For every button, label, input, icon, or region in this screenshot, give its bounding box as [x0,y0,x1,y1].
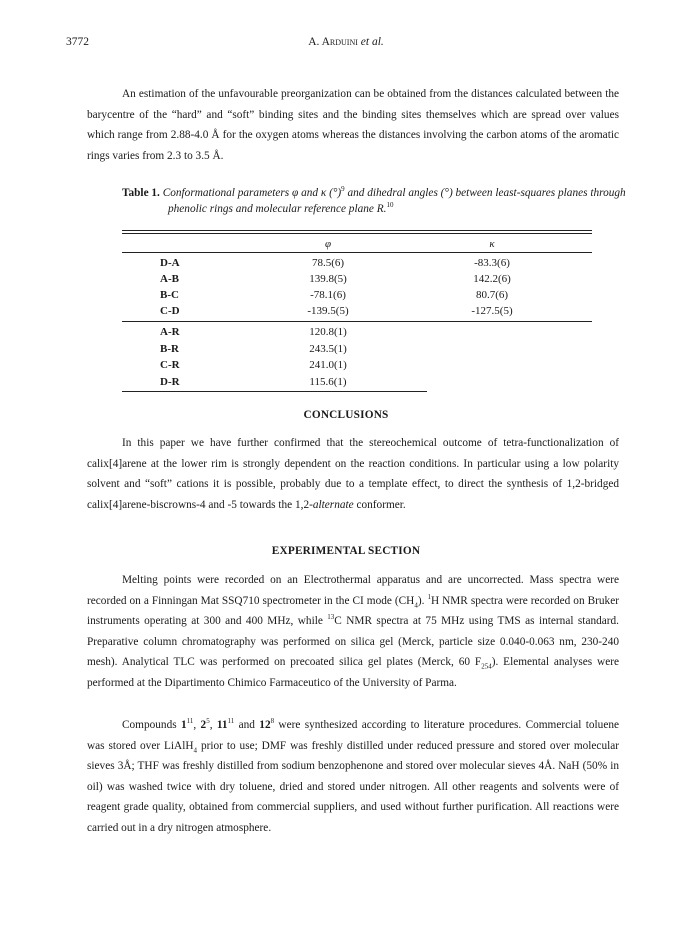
table-cell-phi: 139.8(5) [309,273,347,285]
table-bottom-rule [122,391,427,392]
exp-p1-text: ). Elemental analyses were performed at the Dipartimento Chimico Farmaceutico of the University of Parma. [87,656,619,689]
table-row-label: C-D [160,305,180,317]
exp-p1-sub: 254 [481,662,492,671]
exp-p1-text: ). [417,594,428,607]
conclusions-heading: CONCLUSIONS [303,409,389,421]
exp-p2-text: , [193,719,201,731]
exp-p2-text: were synthesized according to literature procedures. Commercial toluene was stored over LiAlH [87,719,620,752]
exp-p2-sub: 4 [193,745,198,754]
running-title-author: A. Arduini [308,36,358,48]
table-row-label: B-R [160,343,179,355]
experimental-paragraph-2 [87,715,619,838]
table-cell-kappa: -127.5(5) [471,305,513,317]
exp-p1-text: Melting points were recorded on an Electrothermal apparatus and are uncorrected. Mass spectra were recorded on a Finningan Mat SSQ710 spectrometer in the CI mode (CH [87,574,619,607]
exp-p2-text: and [234,719,260,731]
table-caption-ref-9: 9 [341,185,345,194]
compound-ref: 11 [186,717,194,726]
exp-p2-text: , [209,719,217,731]
compound-ref: 11 [227,717,235,726]
compound-number: 11 [216,719,228,731]
conclusions-text: In this paper we have further confirmed that the stereochemical outcome of tetra-functionalization of calix[4]arene at the lower rim is strongly dependent on the reaction conditions. In particular using a low polarity solvent and “soft” cations it is possible, probably due to a template effect, to direct the synthesis of 1,2-bridged calix[4]arene-biscrowns-4 and -5 towards the 1,2- [87,437,619,511]
compound-ref: 5 [206,717,210,726]
intro-paragraph: An estimation of the unfavourable preorganization can be obtained from the distances calculated between the barycentre of the “hard” and “soft” binding sites and the binding sites themselves which are spread over values which range from 2.88-4.0 Å for the oxygen atoms whereas the distances involving the carbon atoms of the aromatic rings varies from 2.3 to 3.5 Å. [87,88,619,162]
compound-number: 2 [200,719,207,731]
table-cell-phi: 78.5(6) [311,257,345,269]
compound-number: 12 [259,719,271,731]
table-row-label: D-R [160,376,180,388]
exp-p1-text: C NMR spectra at 75 MHz using TMS as internal standard. Preparative column chromatography was performed on silica gel (Merck, particle size 0.040-0.063 nm, 230-240 mesh). Analytical TLC was performed on precoated silica gel plates (Merck, 60 F [87,615,620,668]
table-row-label: C-R [160,359,180,371]
table-row-label: B-C [160,289,179,301]
table-cell-phi: -139.5(5) [307,305,349,317]
table-cell-phi: 120.8(1) [309,326,347,338]
table-cell-kappa: 142.2(6) [473,273,511,285]
compound-number: 1 [180,719,187,731]
conclusions-text-end: conformer. [353,498,406,511]
exp-p2-text: Compounds [122,719,181,731]
table-cell-phi: -78.1(6) [310,289,346,301]
table-row-label: A-R [160,326,180,338]
table-cell-kappa: 80.7(6) [475,289,509,301]
conclusions-italic: alternate [312,498,354,511]
table-mid-rule [122,321,592,322]
experimental-paragraph-1 [87,570,619,693]
table-cell-phi: 115.6(1) [309,376,347,388]
page-number: 3772 [66,36,89,48]
table-label: Table 1. [122,187,160,199]
table-row-label: D-A [160,257,180,269]
table-cell-phi: 243.5(1) [309,343,347,355]
table-caption [122,186,638,217]
table-header-rule [122,252,592,253]
running-title-etal: et al. [360,36,384,48]
experimental-heading: EXPERIMENTAL SECTION [271,545,421,557]
table-top-rule [122,230,592,231]
exp-p1-sup: 1 [427,592,431,601]
running-title [0,36,692,48]
table-col-kappa: κ [489,238,495,250]
exp-p1-text: H NMR spectra were recorded on Bruker instruments operating at 300 and 400 MHz, while [87,594,619,627]
table-caption-ref-10: 10 [386,200,394,209]
exp-p1-sub: 4 [414,600,418,609]
table-caption-part-b: and dihedral angles (°) between least-squares planes through phenolic rings and molecular reference plane R. [168,187,626,215]
table-caption-part-a: Conformational parameters φ and κ (°) [159,187,342,199]
exp-p2-text: prior to use; DMF was freshly distilled under reduced pressure and stored over molecular sieves 3Å; THF was freshly distilled from sodium benzophenone and stored over molecular sieves 4Å. NaH (50% in oil) was washed twice with dry toluene, dried and stored under nitrogen. All other reagents and solvents were of reagent grade quality, obtained from commercial suppliers, and used without further purification. All reactions were carried out in a dry nitrogen atmosphere. [87,739,620,834]
table-col-phi: φ [324,238,332,250]
table-cell-phi: 241.0(1) [309,359,347,371]
exp-p1-sup: 13 [327,613,335,622]
table-top-rule-2 [122,233,592,234]
table-cell-kappa: -83.3(6) [474,257,510,269]
conclusions-paragraph [87,433,619,515]
table-row-label: A-B [160,273,179,285]
compound-ref: 8 [270,717,275,726]
